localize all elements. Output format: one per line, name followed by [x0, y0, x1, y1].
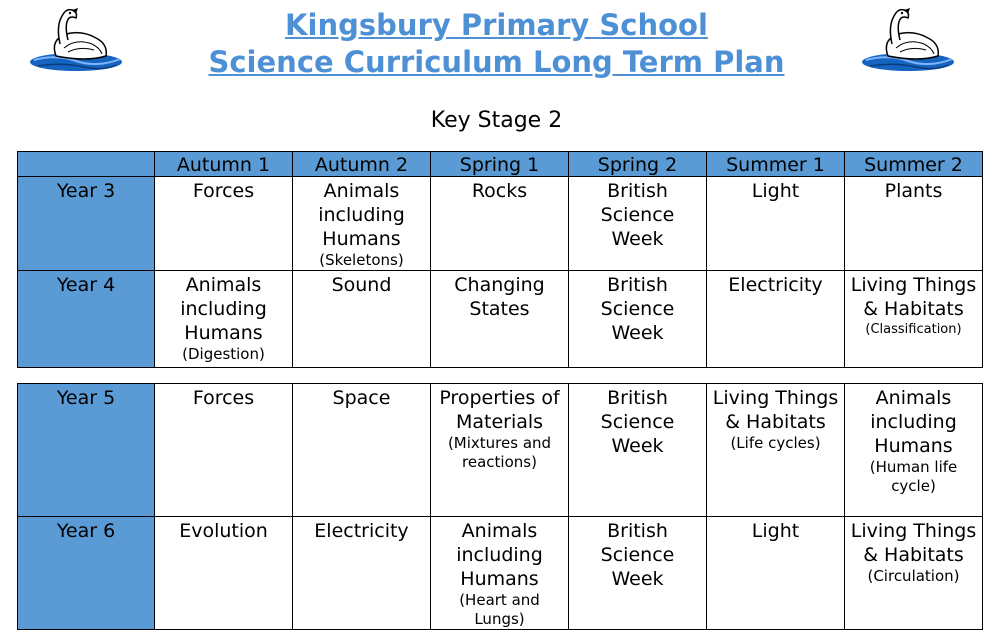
topic-title: Living Things & Habitats	[850, 274, 977, 320]
topic-cell	[569, 271, 707, 368]
year-label: Year 5	[18, 384, 155, 517]
term-header: Summer 2	[845, 152, 983, 177]
topic-title: Light	[751, 520, 800, 542]
topic-title: Animals including Humans	[318, 180, 405, 250]
topic-note: (Skeletons)	[319, 251, 404, 269]
topic-cell	[155, 177, 293, 271]
topic-cell	[845, 177, 983, 271]
key-stage-heading: Key Stage 2	[430, 108, 563, 133]
topic-cell	[293, 517, 431, 630]
plan-title: Science Curriculum Long Term Plan	[208, 45, 785, 79]
topic-note: (Human life cycle)	[869, 458, 958, 495]
topic-cell	[431, 384, 569, 517]
topic-title: Sound	[331, 274, 392, 296]
term-header: Spring 1	[431, 152, 569, 177]
topic-cell	[569, 517, 707, 630]
topic-note: (Mixtures and reactions)	[447, 434, 552, 471]
term-header: Spring 2	[569, 152, 707, 177]
topic-title: Living Things & Habitats	[712, 387, 839, 433]
topic-cell	[431, 517, 569, 630]
topic-cell	[845, 517, 983, 630]
curriculum-table-upper	[17, 383, 983, 630]
topic-note: (Life cycles)	[730, 434, 821, 452]
topic-cell	[707, 517, 845, 630]
term-header: Autumn 2	[293, 152, 431, 177]
topic-title: British Science Week	[600, 180, 675, 250]
topic-title: Animals including Humans	[870, 387, 957, 457]
school-name: Kingsbury Primary School	[285, 8, 708, 42]
topic-cell	[707, 384, 845, 517]
table-row	[18, 384, 983, 517]
topic-note: (Circulation)	[867, 567, 960, 585]
topic-cell	[155, 384, 293, 517]
topic-title: Living Things & Habitats	[850, 520, 977, 566]
topic-title: Plants	[884, 180, 943, 202]
topic-cell	[845, 271, 983, 368]
curriculum-table-lower	[17, 151, 983, 368]
topic-cell	[431, 271, 569, 368]
topic-cell	[707, 271, 845, 368]
topic-note: (Heart and Lungs)	[459, 591, 540, 628]
topic-cell	[431, 177, 569, 271]
topic-title: British Science Week	[600, 387, 675, 457]
topic-cell	[569, 384, 707, 517]
topic-title: British Science Week	[600, 274, 675, 344]
topic-title: Animals including Humans	[456, 520, 543, 590]
topic-cell	[845, 384, 983, 517]
year-label: Year 4	[18, 271, 155, 368]
topic-title: Changing States	[454, 274, 545, 320]
topic-title: Light	[751, 180, 800, 202]
topic-title: Animals including Humans	[180, 274, 267, 344]
table-row	[18, 271, 983, 368]
topic-cell	[155, 517, 293, 630]
topic-cell	[155, 271, 293, 368]
topic-cell	[293, 271, 431, 368]
term-header: Autumn 1	[155, 152, 293, 177]
term-header: Summer 1	[707, 152, 845, 177]
year-label: Year 3	[18, 177, 155, 271]
topic-title: Forces	[192, 180, 255, 202]
corner-cell	[18, 152, 155, 177]
topic-note: (Classification)	[865, 322, 962, 337]
topic-title: Electricity	[314, 520, 409, 542]
topic-note: (Digestion)	[182, 345, 265, 363]
term-header-row	[18, 152, 983, 177]
table-row	[18, 177, 983, 271]
topic-title: Evolution	[179, 520, 268, 542]
topic-cell	[707, 177, 845, 271]
topic-title: Rocks	[471, 180, 528, 202]
year-label: Year 6	[18, 517, 155, 630]
topic-title: Forces	[192, 387, 255, 409]
topic-title: British Science Week	[600, 520, 675, 590]
topic-cell	[569, 177, 707, 271]
table-row	[18, 517, 983, 630]
topic-cell	[293, 177, 431, 271]
topic-title: Electricity	[728, 274, 823, 296]
topic-title: Space	[332, 387, 391, 409]
topic-title: Properties of Materials	[439, 387, 560, 433]
topic-cell	[293, 384, 431, 517]
